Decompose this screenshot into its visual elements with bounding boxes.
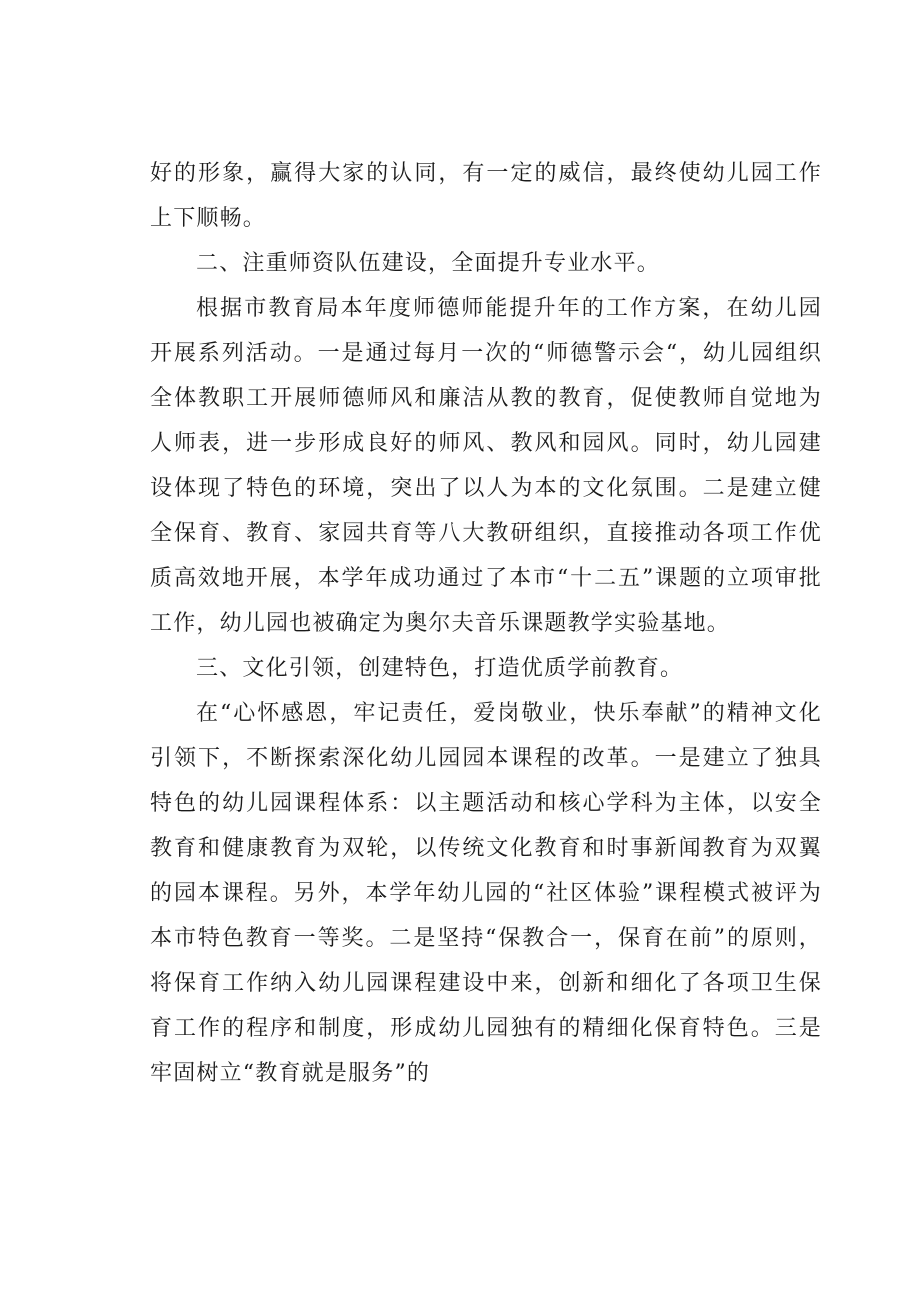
paragraph-culture-curriculum: 在“心怀感恩，牢记责任，爱岗敬业，快乐奉献”的精神文化引领下，不断探索深化幼儿园园本课程的改革。一是建立了独具特色的幼儿园课程体系：以主题活动和核心学科为主体，以安全教育和健康教育为双轮，以传统文化教育和时事新闻教育为双翼的园本课程。另外，本学年幼儿园的“社区体验”课程模式被评为本市特色教育一等奖。二是坚持“保教合一，保育在前”的原则，将保育工作纳入幼儿园课程建设中来，创新和细化了各项卫生保育工作的程序和制度，形成幼儿园独有的精细化保育特色。三是牢固树立“教育就是服务”的 <box>150 701 822 1086</box>
section-heading-3: 三、文化引领，创建特色，打造优质学前教育。 <box>196 656 684 681</box>
paragraph-teacher-activities: 根据市教育局本年度师德师能提升年的工作方案，在幼儿园开展系列活动。一是通过每月一次的“师德警示会“，幼儿园组织全体教职工开展师德师风和廉洁从教的教育，促使教师自觉地为人师表，进一步形成良好的师风、教风和园风。同时，幼儿园建设体现了特色的环境，突出了以人为本的文化氛围。二是建立健全保育、教育、家园共育等八大教研组织，直接推动各项工作优质高效地开展，本学年成功通过了本市“十二五”课题的立项审批工作，幼儿园也被确定为奥尔夫音乐课题教学实验基地。 <box>150 296 822 636</box>
document-page <box>150 151 822 1096</box>
section-heading-2: 二、注重师资队伍建设，全面提升专业水平。 <box>196 251 661 276</box>
paragraph-continuation: 好的形象，赢得大家的认同，有一定的威信，最终使幼儿园工作上下顺畅。 <box>150 161 822 231</box>
